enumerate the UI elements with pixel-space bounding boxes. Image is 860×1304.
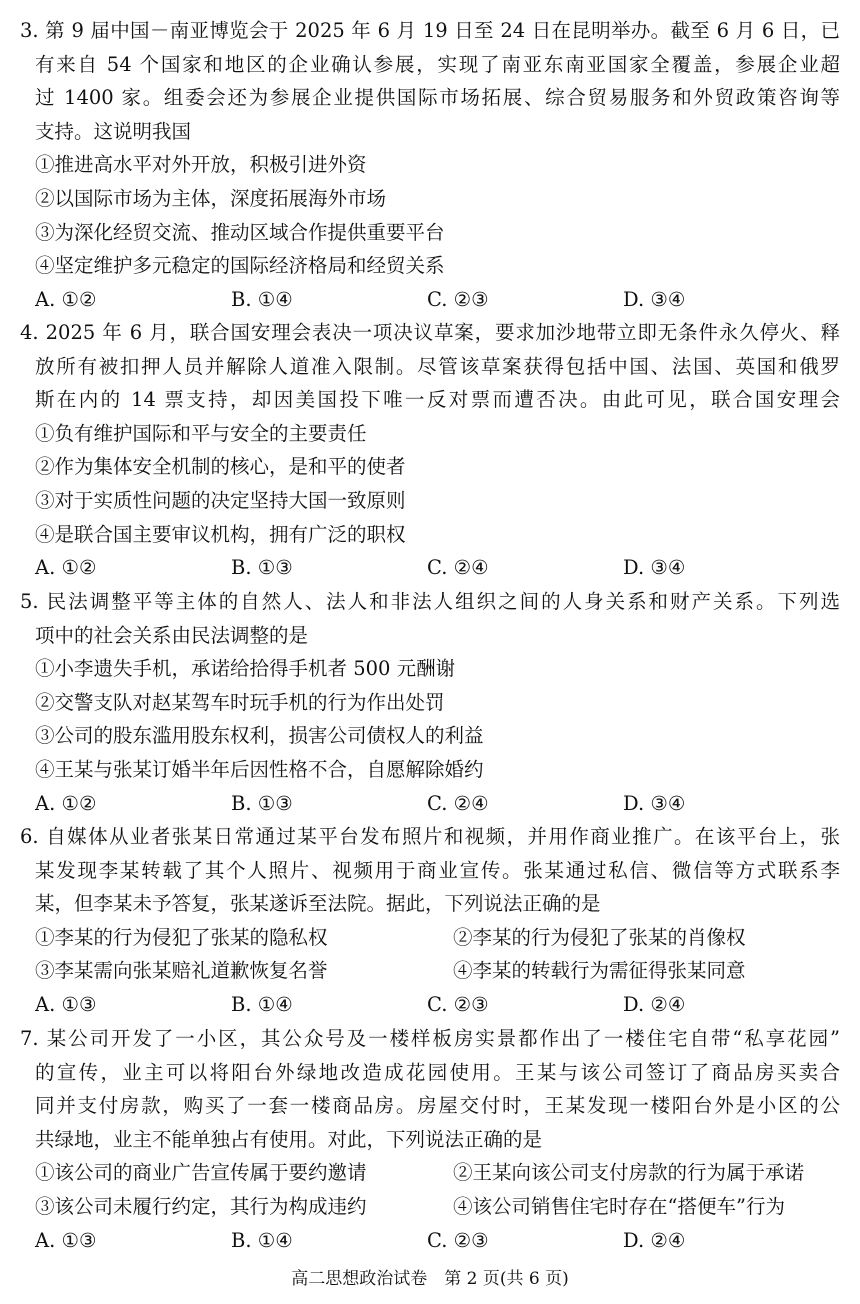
- answer-choice-c: C. ②④: [427, 556, 489, 580]
- option-item: ③为深化经贸交流、推动区域合作提供重要平台: [35, 220, 445, 244]
- answer-choice-b: B. ①④: [231, 287, 293, 311]
- option-item: ③公司的股东滥用股东权利，损害公司债权人的利益: [35, 724, 484, 748]
- answer-choice-c: C. ②③: [427, 992, 489, 1016]
- option-item: ①推进高水平对外开放，积极引进外资: [35, 153, 367, 177]
- answer-choice-a: A. ①③: [35, 992, 97, 1016]
- question-6: [20, 820, 840, 1022]
- answer-choice-a: A. ①③: [35, 1228, 97, 1252]
- page-footer: 高二思想政治试卷 第 2 页(共 6 页): [291, 1269, 569, 1289]
- stem-line: 有来自 54 个国家和地区的企业确认参展，实现了南亚东南亚国家全覆盖，参展企业超: [35, 52, 840, 76]
- option-row: [20, 921, 840, 955]
- answer-choice-a: A. ①②: [35, 791, 97, 815]
- option-row: [20, 954, 840, 988]
- option-item: ④该公司销售住宅时存在“搭便车”行为: [453, 1194, 785, 1218]
- answer-choice-c: C. ②③: [427, 1228, 489, 1252]
- option-item: ③李某需向张某赔礼道歉恢复名誉: [35, 959, 328, 983]
- option-item: ②作为集体安全机制的核心，是和平的使者: [35, 455, 406, 479]
- question-3: [20, 14, 840, 316]
- stem-line: 3. 第 9 届中国－南亚博览会于 2025 年 6 月 19 日至 24 日在昆明举办。截至 6 月 6 日，已: [20, 19, 840, 42]
- stem-line: 某，但李某未予答复，张某遂诉至法院。据此，下列说法正确的是: [35, 892, 601, 916]
- answer-choices: [20, 787, 840, 821]
- option-item: ②李某的行为侵犯了张某的肖像权: [453, 925, 746, 949]
- option-item: ①李某的行为侵犯了张某的隐私权: [35, 925, 328, 949]
- option-item: ②王某向该公司支付房款的行为属于承诺: [453, 1161, 805, 1185]
- option-item: ①负有维护国际和平与安全的主要责任: [35, 421, 367, 445]
- option-item: ①该公司的商业广告宣传属于要约邀请: [35, 1161, 367, 1185]
- stem-line: 4. 2025 年 6 月，联合国安理会表决一项决议草案，要求加沙地带立即无条件永久停火、释: [20, 321, 840, 344]
- answer-choice-b: B. ①③: [231, 556, 293, 580]
- option-item: ②以国际市场为主体，深度拓展海外市场: [35, 186, 387, 210]
- option-row: [20, 1156, 840, 1190]
- option-item: ④王某与张某订婚半年后因性格不合，自愿解除婚约: [35, 757, 484, 781]
- stem-line: 同并支付房款，购买了一套一楼商品房。房屋交付时，王某发现一楼阳台外是小区的公: [35, 1094, 840, 1118]
- answer-choices: [20, 283, 840, 317]
- answer-choice-b: B. ①④: [231, 1228, 293, 1252]
- question-4: [20, 316, 840, 585]
- answer-choice-d: D. ③④: [623, 791, 686, 815]
- stem-line: 某发现李某转载了其个人照片、视频用于商业宣传。张某通过私信、微信等方式联系李: [35, 858, 840, 882]
- answer-choice-d: D. ③④: [623, 287, 686, 311]
- answer-choices: [20, 1224, 840, 1258]
- option-item: ④坚定维护多元稳定的国际经济格局和经贸关系: [35, 254, 445, 278]
- answer-choice-a: A. ①②: [35, 556, 97, 580]
- option-item: ③该公司未履行约定，其行为构成违约: [35, 1194, 367, 1218]
- answer-choice-a: A. ①②: [35, 287, 97, 311]
- option-item: ②交警支队对赵某驾车时玩手机的行为作出处罚: [35, 690, 445, 714]
- stem-line: 5. 民法调整平等主体的自然人、法人和非法人组织之间的人身关系和财产关系。下列选: [20, 590, 840, 613]
- stem-line: 的宣传，业主可以将阳台外绿地改造成花园使用。王某与该公司签订了商品房买卖合: [35, 1060, 840, 1084]
- answer-choice-c: C. ②③: [427, 287, 489, 311]
- stem-line: 放所有被扣押人员并解除人道准入限制。尽管该草案获得包括中国、法国、英国和俄罗: [35, 354, 840, 378]
- question-5: [20, 585, 840, 820]
- stem-line: 6. 自媒体从业者张某日常通过某平台发布照片和视频，并用作商业推广。在该平台上，张: [20, 825, 840, 848]
- stem-line: 斯在内的 14 票支持，却因美国投下唯一反对票而遭否决。由此可见，联合国安理会: [35, 388, 840, 412]
- option-item: ④是联合国主要审议机构，拥有广泛的职权: [35, 522, 406, 546]
- stem-line: 过 1400 家。组委会还为参展企业提供国际市场拓展、综合贸易服务和外贸政策咨询等: [35, 86, 840, 110]
- answer-choice-d: D. ③④: [623, 556, 686, 580]
- stem-line: 支持。这说明我国: [35, 119, 192, 143]
- answer-choice-b: B. ①③: [231, 791, 293, 815]
- answer-choice-b: B. ①④: [231, 992, 293, 1016]
- stem-line: 共绿地，业主不能单独占有使用。对此，下列说法正确的是: [35, 1127, 543, 1151]
- option-row: [20, 1190, 840, 1224]
- answer-choices: [20, 988, 840, 1022]
- stem-line: 7. 某公司开发了一小区，其公众号及一楼样板房实景都作出了一楼住宅自带“私享花园”: [20, 1027, 840, 1050]
- answer-choices: [20, 551, 840, 585]
- option-item: ①小李遗失手机，承诺给拾得手机者 500 元酬谢: [35, 657, 456, 681]
- option-item: ④李某的转载行为需征得张某同意: [453, 959, 746, 983]
- option-item: ③对于实质性问题的决定坚持大国一致原则: [35, 488, 406, 512]
- answer-choice-c: C. ②④: [427, 791, 489, 815]
- stem-line: 项中的社会关系由民法调整的是: [35, 623, 309, 647]
- question-7: [20, 1022, 840, 1257]
- answer-choice-d: D. ②④: [623, 992, 686, 1016]
- answer-choice-d: D. ②④: [623, 1228, 686, 1252]
